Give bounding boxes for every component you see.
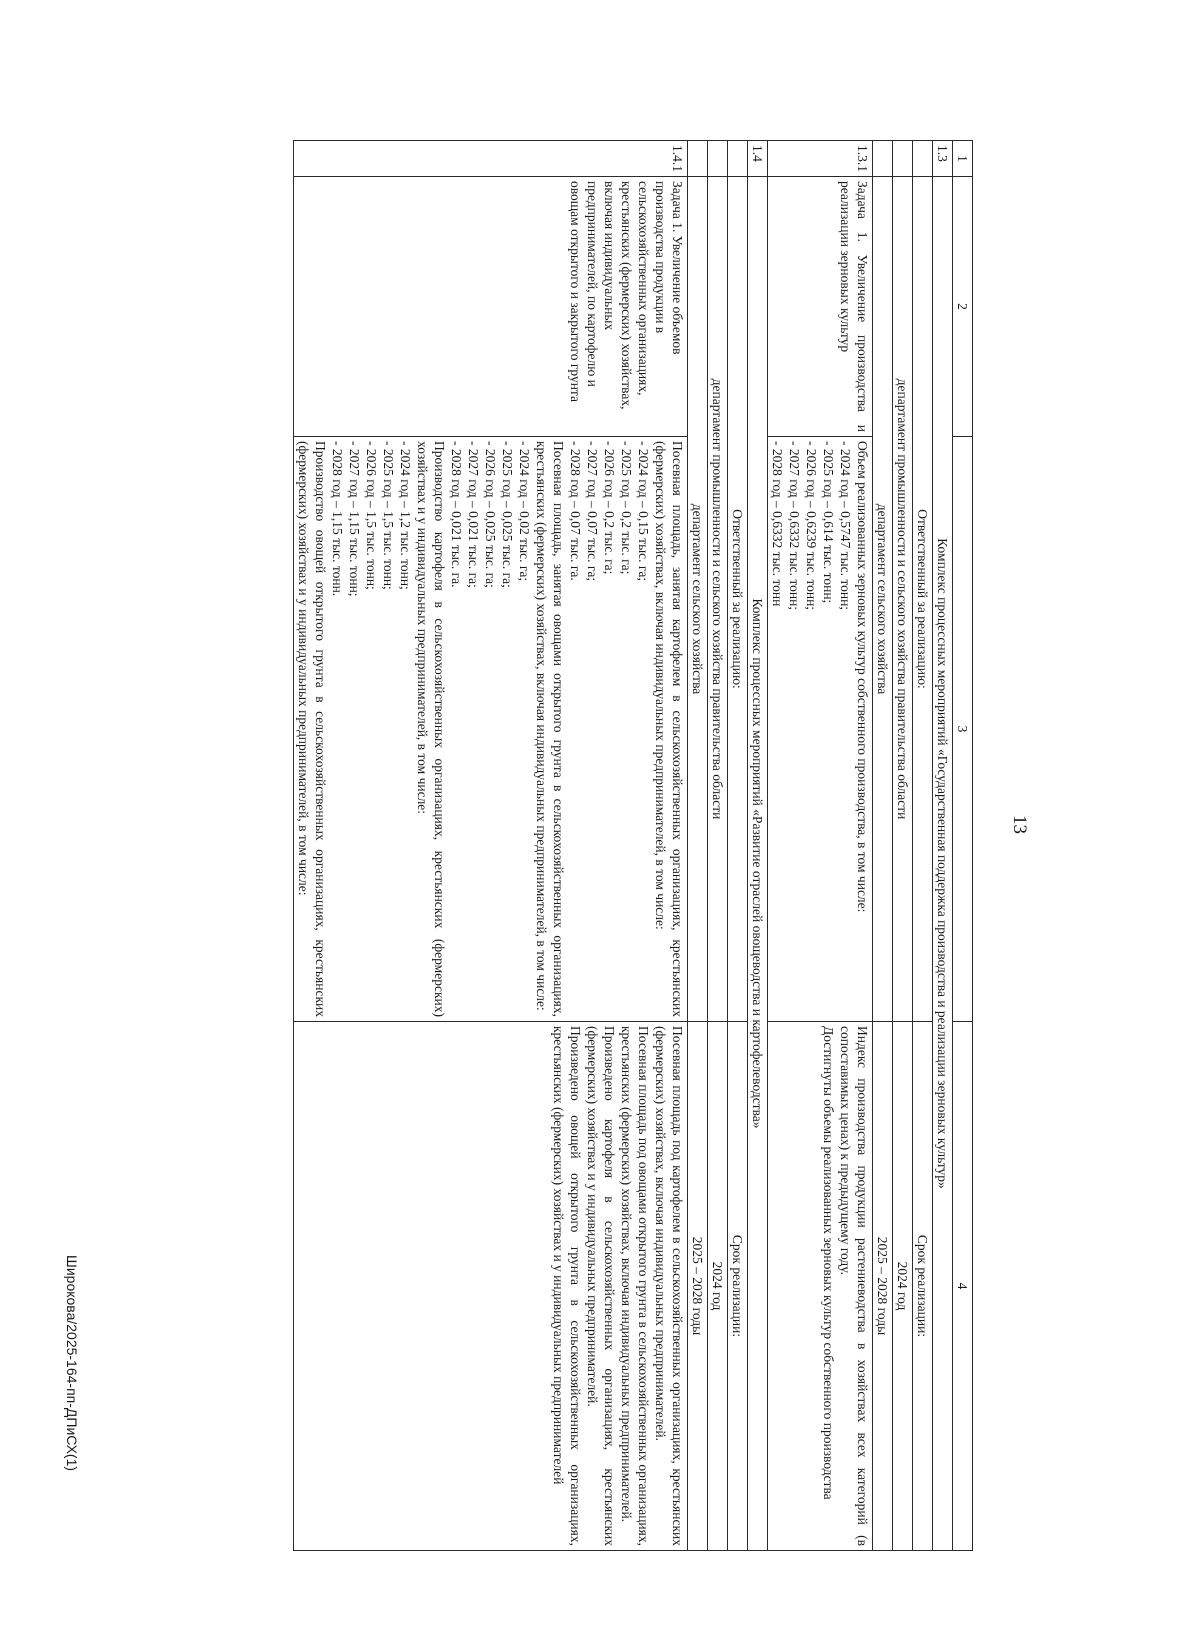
term-value: 2024 год: [893, 1022, 913, 1551]
indicator-line: - 2024 год – 0,02 тыс. га;: [517, 441, 532, 582]
indicator-line: Объем реализованных зерновых культур собственного производства, в том числе:: [855, 441, 870, 913]
indicator-line: Производство овощей открытого грунта в сельскохозяйственных организациях, крестьянских (фермерских) хозяйствах и у индивидуальных предпринимателей, в том числе:: [296, 441, 328, 1017]
section-number: 1.3: [933, 141, 953, 177]
section-1-3-labels-row: [913, 141, 933, 1551]
section-number: 1.4: [748, 141, 768, 177]
indicator-line: - 2025 год – 0,025 тыс. га;: [500, 441, 515, 588]
row-number: 1.4.1: [294, 141, 688, 177]
indicator-line: - 2025 год – 0,614 тыс. тонн;: [821, 441, 836, 604]
indicator-line: Посевная площадь, занятая картофелем в сельскохозяйственных организациях, крестьянских (фермерских) хозяйствах, включая индивидуальных предпринимателей, в том числе:: [653, 441, 685, 1017]
term-label: Срок реализации:: [913, 1022, 933, 1551]
header-col-3: 3: [953, 437, 973, 1022]
result-line: Индекс производства продукции растениеводства в хозяйствах всех категорий (в сопоставимых ценах) к предыдущему году.: [838, 1026, 870, 1546]
indicator-line: - 2028 год – 0,07 тыс. га.: [568, 441, 583, 581]
row-number: 1.3.1: [768, 141, 873, 177]
header-col-1: 1: [953, 141, 973, 177]
section-1-3-title-row: [933, 141, 953, 1551]
result-list: [294, 1022, 688, 1551]
responsible-value: департамент промышленности и сельского хозяйства правительства области: [708, 177, 728, 1022]
section-1-3-responsible-row: [893, 141, 913, 1551]
header-col-4: 4: [953, 1022, 973, 1551]
header-col-2: 2: [953, 177, 973, 437]
section-1-3-responsible-row-2: [873, 141, 893, 1551]
task-text: Задача 1. Увеличение объемов производства продукции в сельскохозяйственных организациях, крестьянских (фермерских) хозяйствах, включая индивидуальных предпринимателей, по картофелю и овощам открытого и закрытого грунта: [294, 177, 688, 437]
table-row-1-3-1: [768, 141, 873, 1551]
indicator-line: - 2027 год – 0,021 тыс. га;: [466, 441, 481, 588]
indicator-line: - 2026 год – 0,2 тыс. га;: [602, 441, 617, 575]
program-table: [293, 140, 973, 1551]
indicator-line: - 2025 год – 0,2 тыс. га;: [619, 441, 634, 575]
indicator-line: - 2024 год – 0,15 тыс. га;: [636, 441, 651, 582]
indicator-line: - 2028 год – 0,6332 тыс. тонн: [770, 441, 785, 607]
indicator-line: - 2027 год – 1,15 тыс. тонн;: [347, 441, 362, 597]
term-label: Срок реализации:: [728, 1022, 748, 1551]
result-line: Произведено картофеля в сельскохозяйственных организациях, крестьянских (фермерских) хозяйствах и у индивидуальных предпринимателей.: [585, 1026, 617, 1546]
indicator-line: - 2024 год – 0,5747 тыс. тонн;: [838, 441, 853, 611]
indicator-line: - 2026 год – 1,5 тыс. тонн;: [364, 441, 379, 590]
term-value-2: 2025 – 2028 годы: [688, 1022, 708, 1551]
term-value: 2024 год: [708, 1022, 728, 1551]
indicator-line: - 2026 год – 0,6239 тыс. тонн;: [804, 441, 819, 611]
responsible-label: Ответственный за реализацию:: [913, 177, 933, 1022]
indicator-line: Производство картофеля в сельскохозяйственных организациях, крестьянских (фермерских) хозяйствах и у индивидуальных предпринимателей, в том числе:: [415, 441, 447, 1017]
page-number: 13: [1009, 815, 1030, 834]
result-line: Достигнуты объемы реализованных зерновых культур собственного производства: [821, 1026, 836, 1500]
indicator-line: - 2028 год – 0,021 тыс. га.: [449, 441, 464, 588]
task-text: Задача 1. Увеличение производства и реализации зерновых культур: [768, 177, 873, 437]
indicator-line: - 2024 год – 1,2 тыс. тонн;: [398, 441, 413, 590]
section-1-4-responsible-row: [708, 141, 728, 1551]
indicator-line: - 2027 год – 0,07 тыс. га;: [585, 441, 600, 582]
result-line: Произведено овощей открытого грунта в сельскохозяйственных организациях, крестьянских (фермерских) хозяйствах и у индивидуальных предпринимателей: [551, 1026, 583, 1546]
term-value-2: 2025 – 2028 годы: [873, 1022, 893, 1551]
section-1-4-labels-row: [728, 141, 748, 1551]
responsible-value-2: департамент сельского хозяйства: [873, 177, 893, 1022]
result-list: [768, 1022, 873, 1551]
table-header-row: [953, 141, 973, 1551]
indicator-line: Посевная площадь, занятая овощами открытого грунта в сельскохозяйственных организациях, крестьянских (фермерских) хозяйствах, включая индивидуальных предпринимателей, в том числе:: [534, 441, 566, 1017]
indicator-list: [294, 437, 688, 1022]
result-line: Посевная площадь под картофелем в сельскохозяйственных организациях, крестьянских (фермерских) хозяйствах, включая индивидуальных предпринимателей.: [653, 1026, 685, 1546]
section-1-4-title-row: [748, 141, 768, 1551]
section-1-4-responsible-row-2: [688, 141, 708, 1551]
section-title: Комплекс процессных мероприятий «Государственная поддержка производства и реализации зерновых культур»: [933, 177, 953, 1551]
responsible-value: департамент промышленности и сельского хозяйства правительства области: [893, 177, 913, 1022]
table-row-1-4-1: [294, 141, 688, 1551]
responsible-value-2: департамент сельского хозяйства: [688, 177, 708, 1022]
indicator-list: [768, 437, 873, 1022]
indicator-line: - 2027 год – 0,6332 тыс. тонн;: [787, 441, 802, 611]
section-title: Комплекс процессных мероприятий «Развитие отраслей овощеводства и картофелеводства»: [748, 177, 768, 1551]
indicator-line: - 2028 год – 1,15 тыс. тонн.: [330, 441, 345, 597]
document-footer-code: Широкова/2025-164-пп-ДПиСХ(1): [64, 1255, 80, 1472]
indicator-line: - 2026 год – 0,025 тыс. га;: [483, 441, 498, 588]
indicator-line: - 2025 год – 1,5 тыс. тонн;: [381, 441, 396, 590]
responsible-label: Ответственный за реализацию:: [728, 177, 748, 1022]
result-line: Посевная площадь под овощами открытого грунта в сельскохозяйственных организациях, крестьянских (фермерских) хозяйствах, включая индивидуальных предпринимателей.: [619, 1026, 651, 1546]
